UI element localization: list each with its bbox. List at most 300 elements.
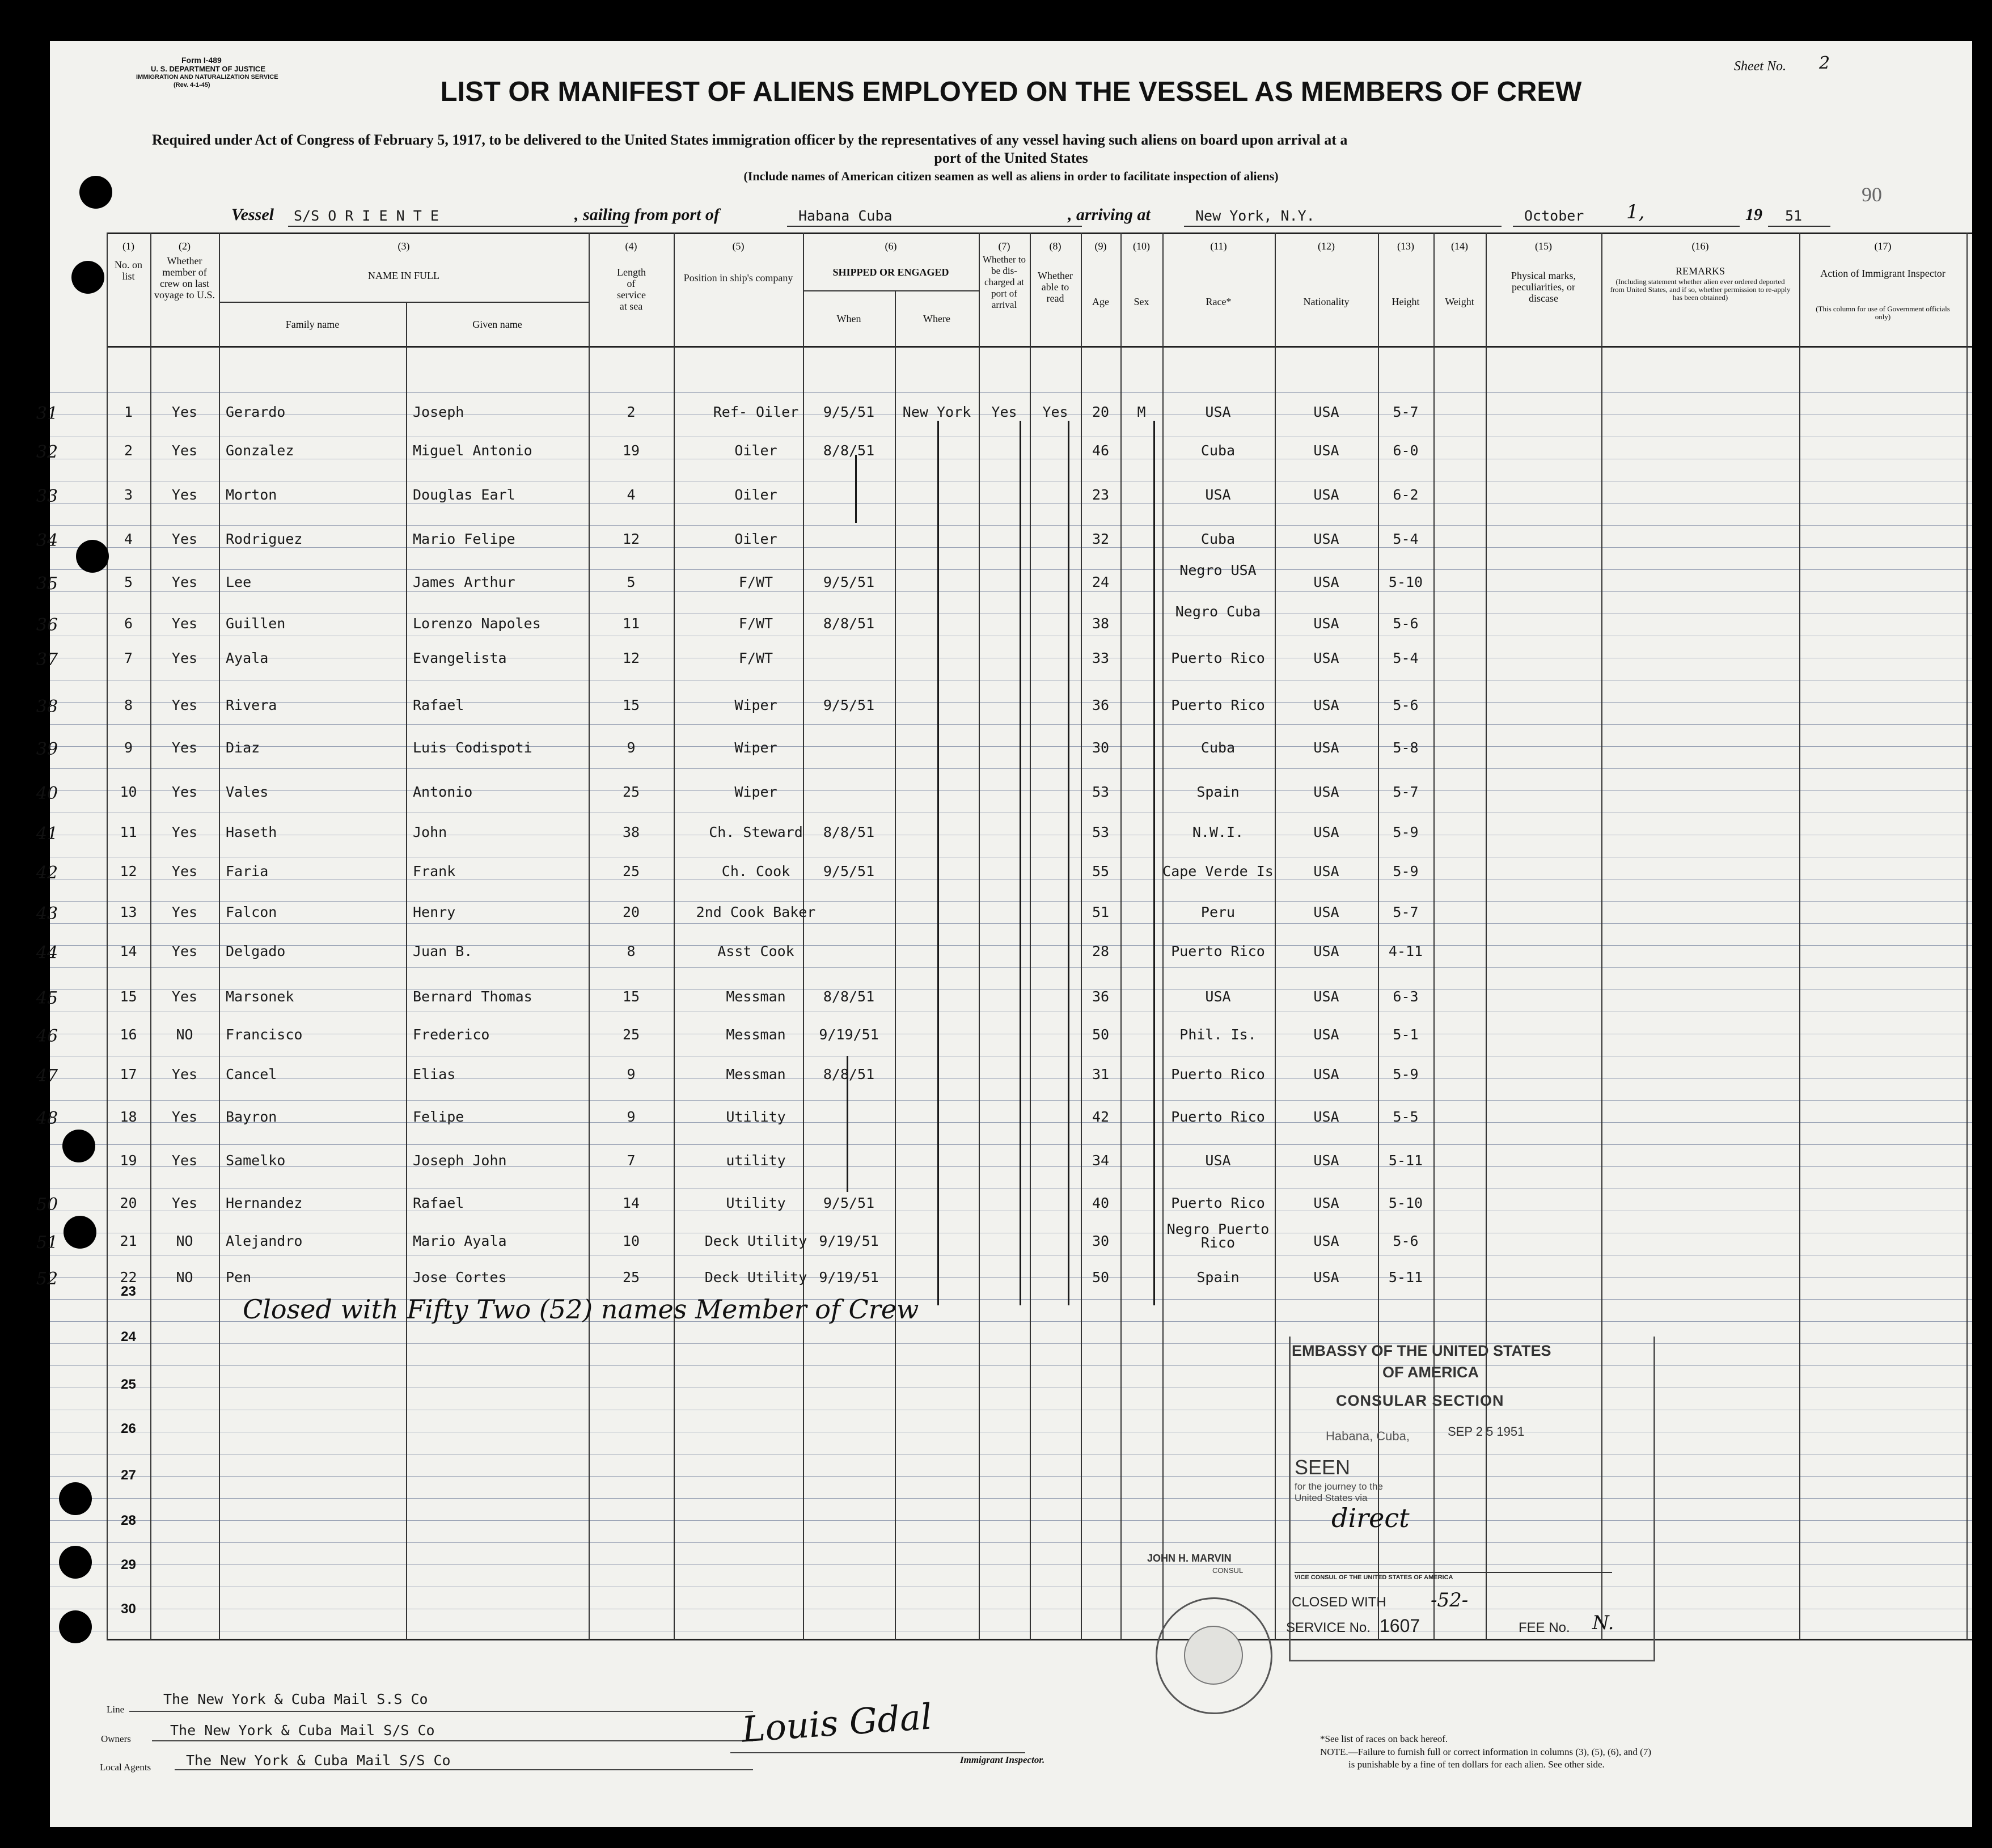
cell-prev: Yes xyxy=(171,650,198,666)
cell-age: 31 xyxy=(1092,1066,1110,1082)
cell-race: Peru xyxy=(1200,904,1236,920)
cell-ht: 5-1 xyxy=(1393,1026,1419,1043)
punch-hole xyxy=(62,1130,95,1162)
cell-pos: 2nd Cook Baker xyxy=(696,904,816,920)
cell-ht: 5-10 xyxy=(1388,574,1423,590)
cell-ht: 5-7 xyxy=(1393,904,1419,920)
cell-age: 55 xyxy=(1092,863,1110,879)
cell-nat: USA xyxy=(1313,574,1339,590)
punch-hole xyxy=(79,176,112,209)
col10-header: Sex xyxy=(1134,296,1149,307)
arrival-month: October xyxy=(1524,208,1584,224)
footer-agents-label: Local Agents xyxy=(100,1762,151,1773)
cell-mn: 34 xyxy=(36,531,58,551)
cell-nat: USA xyxy=(1313,784,1339,800)
col13-header: Height xyxy=(1392,296,1420,307)
cell-fam: Alejandro xyxy=(226,1233,303,1249)
cell-given: Evangelista xyxy=(413,650,507,666)
cell-when: 8/8/51 xyxy=(823,442,875,459)
arriving-label: , arriving at xyxy=(1068,205,1151,224)
cell-serv: 5 xyxy=(627,574,636,590)
cell-pos: Oiler xyxy=(734,531,777,547)
cell-ht: 5-8 xyxy=(1393,739,1419,756)
cell-race: N.W.I. xyxy=(1192,824,1244,840)
cell-serv: 25 xyxy=(622,1026,640,1043)
stamp-closed-label: CLOSED WITH xyxy=(1292,1595,1386,1610)
footer-note-fine: is punishable by a fine of ten dollars for each alien. See other side. xyxy=(1348,1759,1605,1770)
cell-given: Frederico xyxy=(413,1026,490,1043)
form-instruction: (Include names of American citizen seamen as well as aliens in order to facilitate inspection of aliens) xyxy=(743,169,1279,183)
year-prefix: 19 xyxy=(1745,205,1762,224)
cell-age: 46 xyxy=(1092,442,1110,459)
cell-race: Puerto Rico xyxy=(1171,697,1265,713)
cell-sex: M xyxy=(1137,404,1146,420)
cell-prev: Yes xyxy=(171,442,198,459)
inspector-signature: Louis Gdal xyxy=(740,1695,933,1750)
cell-mn: 43 xyxy=(36,904,58,924)
table-top-border xyxy=(107,232,1972,234)
form-dept: U. S. DEPARTMENT OF JUSTICE xyxy=(151,65,265,73)
punch-hole xyxy=(71,261,104,294)
cell-given: Henry xyxy=(413,904,456,920)
cell-when: 9/19/51 xyxy=(819,1026,879,1043)
cell-prev: Yes xyxy=(171,1066,198,1082)
cell-prev: NO xyxy=(176,1026,193,1043)
cell-race: USA xyxy=(1205,1152,1231,1169)
cell-ht: 5-9 xyxy=(1393,863,1419,879)
form-service: IMMIGRATION AND NATURALIZATION SERVICE xyxy=(136,74,278,81)
cell-nat: USA xyxy=(1313,739,1339,756)
cell-race: Negro Cuba xyxy=(1175,603,1261,620)
cell-prev: Yes xyxy=(171,1109,198,1125)
col17-subheader: (This column for use of Government officials only) xyxy=(1816,305,1950,321)
cell-fam: Hernandez xyxy=(226,1195,303,1211)
cell-serv: 8 xyxy=(627,943,636,959)
col15-num: (15) xyxy=(1535,240,1552,252)
cell-mn: 46 xyxy=(36,1026,58,1046)
cell-nat: USA xyxy=(1313,697,1339,713)
cell-serv: 9 xyxy=(627,739,636,756)
cell-ht: 5-10 xyxy=(1388,1195,1423,1211)
cell-age: 36 xyxy=(1092,697,1110,713)
cell-race: Spain xyxy=(1196,784,1240,800)
cell-serv: 38 xyxy=(622,824,640,840)
cell-given: Juan B. xyxy=(413,943,473,959)
cell-prev: Yes xyxy=(171,531,198,547)
cell-when: 8/8/51 xyxy=(823,824,875,840)
cell-pos: Wiper xyxy=(734,739,777,756)
cell-nat: USA xyxy=(1313,1195,1339,1211)
departure-port: Habana Cuba xyxy=(798,208,893,224)
cell-given: James Arthur xyxy=(413,574,515,590)
form-number: Form I-489 xyxy=(181,56,222,65)
cell-no: 17 xyxy=(120,1066,137,1082)
col16-subheader: (Including statement whether alien ever ordered deported from United States, and if so, whether permission to re-apply has been obtained) xyxy=(1610,277,1791,302)
stamp-closed-value: -52- xyxy=(1431,1589,1469,1612)
cell-mn: 32 xyxy=(36,442,58,462)
cell-nat: USA xyxy=(1313,1269,1339,1285)
sheet-label: Sheet No. xyxy=(1734,59,1786,74)
cell-race: USA xyxy=(1205,404,1231,420)
arrival-year: 51 xyxy=(1785,208,1803,224)
cell-no: 18 xyxy=(120,1109,137,1125)
cell-age: 53 xyxy=(1092,824,1110,840)
col14-num: (14) xyxy=(1451,240,1468,252)
cell-serv: 11 xyxy=(622,615,640,632)
cell-nat: USA xyxy=(1313,487,1339,503)
col3-given-header: Given name xyxy=(472,319,522,330)
cell-race: Cape Verde Is xyxy=(1162,863,1274,879)
cell-ht: 5-11 xyxy=(1388,1269,1423,1285)
vessel-name: S/S O R I E N T E xyxy=(294,208,439,224)
cell-mn: 39 xyxy=(36,739,58,759)
col6-header: SHIPPED OR ENGAGED xyxy=(832,267,949,278)
cell-fam: Diaz xyxy=(226,739,260,756)
cell-nat: USA xyxy=(1313,943,1339,959)
cell-fam: Haseth xyxy=(226,824,277,840)
cell-prev: NO xyxy=(176,1269,193,1285)
cell-age: 32 xyxy=(1092,531,1110,547)
cell-ht: 4-11 xyxy=(1388,943,1423,959)
cell-age: 33 xyxy=(1092,650,1110,666)
cell-when: 9/19/51 xyxy=(819,1269,879,1285)
cell-when: 9/5/51 xyxy=(823,863,875,879)
cell-race: USA xyxy=(1205,988,1231,1005)
cell-pos: F/WT xyxy=(738,615,773,632)
row-number: 28 xyxy=(121,1513,136,1528)
col2-header: Whether member of crew on last voyage to U.S. xyxy=(154,255,215,301)
cell-age: 38 xyxy=(1092,615,1110,632)
cell-age: 30 xyxy=(1092,739,1110,756)
row-number: 25 xyxy=(121,1377,136,1392)
cell-given: Rafael xyxy=(413,697,464,713)
punch-hole xyxy=(59,1546,92,1579)
sheet-number: 2 xyxy=(1819,53,1830,73)
cell-serv: 19 xyxy=(622,442,640,459)
cell-ht: 5-4 xyxy=(1393,531,1419,547)
stamp-place: Habana, Cuba, xyxy=(1326,1429,1410,1443)
cell-mn: 35 xyxy=(36,574,58,594)
vessel-label: Vessel xyxy=(231,205,274,224)
cell-no: 7 xyxy=(124,650,133,666)
cell-fam: Gerardo xyxy=(226,404,286,420)
cell-age: 53 xyxy=(1092,784,1110,800)
cell-when: 9/5/51 xyxy=(823,1195,875,1211)
row-number: 30 xyxy=(121,1601,136,1617)
cell-no: 13 xyxy=(120,904,137,920)
stamp-via-hand: direct xyxy=(1331,1503,1410,1533)
cell-fam: Marsonek xyxy=(226,988,294,1005)
cell-nat: USA xyxy=(1313,404,1339,420)
row-number: 27 xyxy=(121,1468,136,1483)
cell-serv: 25 xyxy=(622,784,640,800)
cell-race: Puerto Rico xyxy=(1171,943,1265,959)
cell-no: 6 xyxy=(124,615,133,632)
cell-read: Yes xyxy=(1042,404,1068,420)
table-bottom-border xyxy=(107,1639,1972,1640)
cell-mn: 52 xyxy=(36,1269,58,1289)
cell-no: 9 xyxy=(124,739,133,756)
cell-given: John xyxy=(413,824,447,840)
col9-num: (9) xyxy=(1094,240,1107,252)
cell-no: 10 xyxy=(120,784,137,800)
cell-fam: Cancel xyxy=(226,1066,277,1082)
stamp-fee-label: FEE No. xyxy=(1519,1620,1570,1635)
cell-serv: 7 xyxy=(627,1152,636,1169)
manifest-page xyxy=(36,41,1972,1827)
cell-given: Jose Cortes xyxy=(413,1269,507,1285)
cell-age: 50 xyxy=(1092,1026,1110,1043)
cell-when: 8/8/51 xyxy=(823,988,875,1005)
cell-ht: 5-6 xyxy=(1393,615,1419,632)
cell-ht: 6-3 xyxy=(1393,988,1419,1005)
cell-prev: Yes xyxy=(171,487,198,503)
cell-race: Puerto Rico xyxy=(1171,1066,1265,1082)
cell-pos: Ref- Oiler xyxy=(713,404,799,420)
col5-header: Position in ship's company xyxy=(683,272,793,284)
cell-age: 34 xyxy=(1092,1152,1110,1169)
cell-nat: USA xyxy=(1313,531,1339,547)
col13-num: (13) xyxy=(1397,240,1414,252)
cell-prev: Yes xyxy=(171,988,198,1005)
cell-pos: Deck Utility xyxy=(704,1269,807,1285)
cell-pos: Utility xyxy=(726,1109,786,1125)
cell-given: Elias xyxy=(413,1066,456,1082)
cell-pos: Ch. Steward xyxy=(709,824,803,840)
cell-age: 24 xyxy=(1092,574,1110,590)
cell-nat: USA xyxy=(1313,988,1339,1005)
cell-given: Mario Felipe xyxy=(413,531,515,547)
cell-pos: Wiper xyxy=(734,784,777,800)
cell-age: 30 xyxy=(1092,1233,1110,1249)
cell-ht: 5-4 xyxy=(1393,650,1419,666)
form-subtitle: Required under Act of Congress of February 5, 1917, to be delivered to the United States immigration officer by the representatives of any vessel having such aliens on board upon arrival at a xyxy=(152,132,1348,148)
cell-given: Miguel Antonio xyxy=(413,442,532,459)
col6-where-header: Where xyxy=(923,313,950,324)
cell-mn: 45 xyxy=(36,988,58,1008)
stamp-fee-value: N. xyxy=(1592,1612,1614,1634)
punch-hole xyxy=(76,540,109,573)
cell-fam: Rodriguez xyxy=(226,531,303,547)
stamp-date: SEP 2 5 1951 xyxy=(1448,1424,1525,1439)
cell-pos: utility xyxy=(726,1152,786,1169)
cell-no: 20 xyxy=(120,1195,137,1211)
cell-age: 50 xyxy=(1092,1269,1110,1285)
cell-fam: Vales xyxy=(226,784,269,800)
cell-nat: USA xyxy=(1313,863,1339,879)
cell-given: Douglas Earl xyxy=(413,487,515,503)
cell-serv: 14 xyxy=(622,1195,640,1211)
col3-family-header: Family name xyxy=(285,319,340,330)
cell-prev: Yes xyxy=(171,1152,198,1169)
cell-age: 36 xyxy=(1092,988,1110,1005)
col17-header: Action of Immigrant Inspector xyxy=(1820,268,1946,279)
cell-ht: 6-0 xyxy=(1393,442,1419,459)
row-number: 26 xyxy=(121,1421,136,1436)
cell-ht: 5-7 xyxy=(1393,784,1419,800)
col11-header: Race* xyxy=(1206,296,1232,307)
cell-ht: 5-6 xyxy=(1393,697,1419,713)
cell-pos: F/WT xyxy=(738,650,773,666)
cell-fam: Samelko xyxy=(226,1152,286,1169)
col15-header: Physical marks, peculiarities, or discase xyxy=(1511,270,1576,304)
consul-name: JOHN H. MARVIN xyxy=(1147,1553,1232,1564)
cell-nat: USA xyxy=(1313,615,1339,632)
cell-no: 12 xyxy=(120,863,137,879)
cell-pos: Ch. Cook xyxy=(721,863,790,879)
cell-prev: Yes xyxy=(171,943,198,959)
cell-serv: 9 xyxy=(627,1066,636,1082)
cell-no: 14 xyxy=(120,943,137,959)
punch-hole xyxy=(59,1482,92,1515)
row-number: 23 xyxy=(121,1284,136,1299)
col7-header: Whether to be dis-charged at port of arrival xyxy=(983,254,1026,310)
cell-race: Negro USA xyxy=(1179,562,1257,578)
cell-pos: Asst Cook xyxy=(717,943,794,959)
stamp-service-label: SERVICE No. xyxy=(1286,1620,1371,1635)
cell-pos: Messman xyxy=(726,1026,786,1043)
cell-when: 9/5/51 xyxy=(823,574,875,590)
cell-prev: Yes xyxy=(171,574,198,590)
footer-line-label: Line xyxy=(107,1704,125,1715)
cell-serv: 15 xyxy=(622,697,640,713)
arrival-port: New York, N.Y. xyxy=(1195,208,1315,224)
seal-emblem-icon xyxy=(1184,1626,1243,1685)
cell-no: 5 xyxy=(124,574,133,590)
stamp-vice-consul: VICE CONSUL OF THE UNITED STATES OF AMERICA xyxy=(1295,1574,1453,1581)
cell-dis: Yes xyxy=(991,404,1017,420)
col8-num: (8) xyxy=(1049,240,1061,252)
cell-when: 9/5/51 xyxy=(823,697,875,713)
cell-prev: Yes xyxy=(171,697,198,713)
table-header-border xyxy=(107,346,1972,348)
cell-mn: 41 xyxy=(36,824,58,844)
cell-pos: Deck Utility xyxy=(704,1233,807,1249)
cell-fam: Bayron xyxy=(226,1109,277,1125)
cell-age: 23 xyxy=(1092,487,1110,503)
cell-where: New York xyxy=(902,404,971,420)
cell-serv: 12 xyxy=(622,531,640,547)
cell-prev: Yes xyxy=(171,863,198,879)
cell-ht: 5-7 xyxy=(1393,404,1419,420)
cell-no: 8 xyxy=(124,697,133,713)
cell-fam: Lee xyxy=(226,574,252,590)
col3-header: NAME IN FULL xyxy=(368,270,439,281)
footer-note: NOTE.—Failure to furnish full or correct information in columns (3), (5), (6), and (7) xyxy=(1320,1746,1651,1757)
cell-race: Cuba xyxy=(1200,442,1236,459)
punch-hole xyxy=(64,1216,96,1249)
cell-prev: Yes xyxy=(171,404,198,420)
col14-header: Weight xyxy=(1445,296,1474,307)
cell-given: Antonio xyxy=(413,784,473,800)
cell-nat: USA xyxy=(1313,650,1339,666)
cell-fam: Delgado xyxy=(226,943,286,959)
col4-header: Length of service at sea xyxy=(617,267,646,312)
col6-when-header: When xyxy=(836,313,861,324)
corner-number: 90 xyxy=(1862,183,1882,206)
closing-note: Closed with Fifty Two (52) names Member of Crew xyxy=(243,1294,919,1325)
cell-age: 42 xyxy=(1092,1109,1110,1125)
footer-inspector-label: Immigrant Inspector. xyxy=(960,1754,1045,1765)
footer-owners-value: The New York & Cuba Mail S/S Co xyxy=(170,1722,435,1739)
cell-race: Cuba xyxy=(1200,739,1236,756)
col4-num: (4) xyxy=(625,240,637,252)
cell-serv: 20 xyxy=(622,904,640,920)
cell-race: Puerto Rico xyxy=(1171,650,1265,666)
row-number: 29 xyxy=(121,1557,136,1572)
cell-no: 1 xyxy=(124,404,133,420)
cell-pos: Utility xyxy=(726,1195,786,1211)
cell-no: 3 xyxy=(124,487,133,503)
cell-nat: USA xyxy=(1313,824,1339,840)
cell-fam: Morton xyxy=(226,487,277,503)
cell-no: 2 xyxy=(124,442,133,459)
cell-nat: USA xyxy=(1313,904,1339,920)
cell-mn: 51 xyxy=(36,1233,58,1253)
cell-serv: 2 xyxy=(627,404,636,420)
stamp-seen: SEEN xyxy=(1295,1456,1351,1479)
cell-given: Joseph John xyxy=(413,1152,507,1169)
cell-fam: Pen xyxy=(226,1269,252,1285)
cell-no: 21 xyxy=(120,1233,137,1249)
cell-prev: Yes xyxy=(171,904,198,920)
stamp-via: United States via xyxy=(1295,1492,1368,1503)
cell-race: USA xyxy=(1205,487,1231,503)
col5-num: (5) xyxy=(732,240,745,252)
cell-prev: Yes xyxy=(171,824,198,840)
cell-race: Phil. Is. xyxy=(1179,1026,1257,1043)
col1-header: No. on list xyxy=(115,259,142,282)
cell-pos: Oiler xyxy=(734,442,777,459)
cell-given: Luis Codispoti xyxy=(413,739,532,756)
col9-header: Age xyxy=(1092,296,1109,307)
col16-num: (16) xyxy=(1691,240,1709,252)
cell-mn: 44 xyxy=(36,943,58,963)
cell-ht: 6-2 xyxy=(1393,487,1419,503)
cell-fam: Gonzalez xyxy=(226,442,294,459)
arrival-day: 1, xyxy=(1626,201,1645,223)
cell-mn: 33 xyxy=(36,487,58,506)
cell-age: 51 xyxy=(1092,904,1110,920)
cell-fam: Ayala xyxy=(226,650,269,666)
col8-header: Whether able to read xyxy=(1038,270,1073,304)
cell-prev: Yes xyxy=(171,784,198,800)
stamp-consular-section: CONSULAR SECTION xyxy=(1336,1392,1504,1409)
col11-num: (11) xyxy=(1210,240,1227,252)
col6-num: (6) xyxy=(885,240,897,252)
cell-given: Bernard Thomas xyxy=(413,988,532,1005)
cell-age: 20 xyxy=(1092,404,1110,420)
stamp-embassy: EMBASSY OF THE UNITED STATES xyxy=(1292,1342,1551,1359)
cell-fam: Francisco xyxy=(226,1026,303,1043)
col10-num: (10) xyxy=(1133,240,1150,252)
footer-agents-value: The New York & Cuba Mail S/S Co xyxy=(186,1752,451,1769)
cell-prev: NO xyxy=(176,1233,193,1249)
cell-ht: 5-9 xyxy=(1393,824,1419,840)
consul-title: CONSUL xyxy=(1212,1566,1244,1575)
cell-pos: Wiper xyxy=(734,697,777,713)
cell-mn: 48 xyxy=(36,1109,58,1128)
stamp-america: OF AMERICA xyxy=(1382,1364,1479,1381)
cell-when: 9/5/51 xyxy=(823,404,875,420)
footer-owners-label: Owners xyxy=(101,1733,131,1744)
cell-no: 16 xyxy=(120,1026,137,1043)
cell-no: 22 xyxy=(120,1269,137,1285)
cell-serv: 4 xyxy=(627,487,636,503)
col17-num: (17) xyxy=(1874,240,1892,252)
cell-no: 15 xyxy=(120,988,137,1005)
cell-mn: 31 xyxy=(36,404,58,424)
